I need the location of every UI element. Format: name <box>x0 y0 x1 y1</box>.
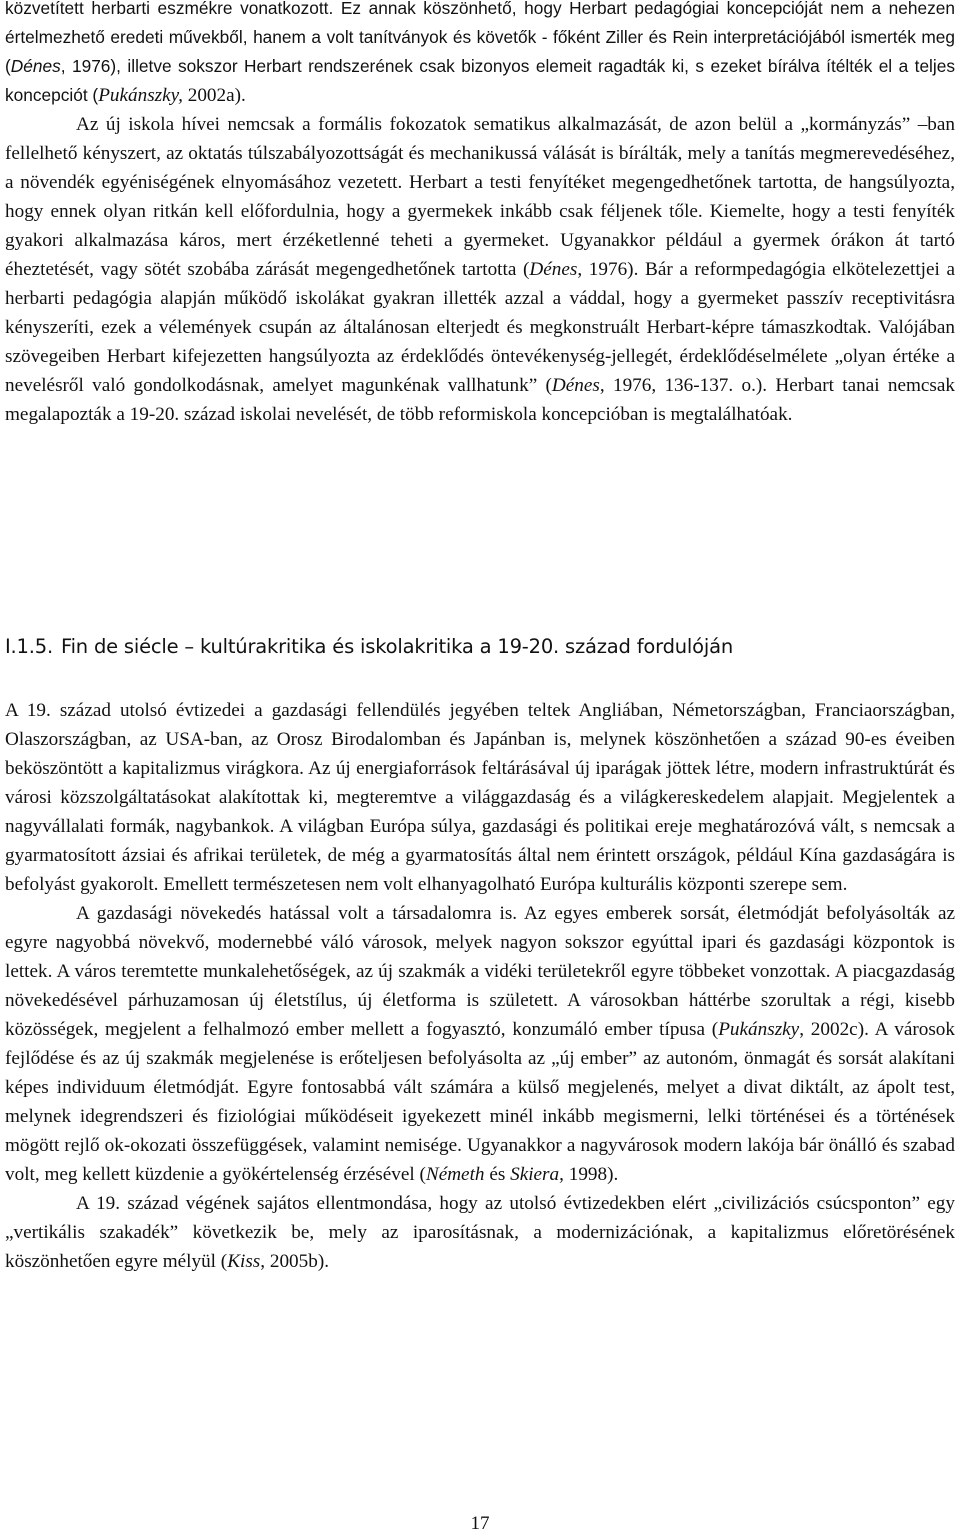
citation-author: Németh <box>425 1164 485 1185</box>
citation-author: Skiera <box>510 1164 560 1185</box>
text-run: , 1976), illetve sokszor Herbart rendszerének csak bizonyos elemeit ragadták ki, s ezeket bírálva ítélték el a teljes koncepciót ( <box>5 56 955 105</box>
citation-author: Dénes <box>10 56 61 76</box>
text-run: , 1998). <box>559 1164 619 1185</box>
paragraph-economic-boom <box>5 696 955 899</box>
paragraph-contradiction <box>5 1189 955 1276</box>
paragraph-herbart-reception <box>5 0 955 110</box>
text-run: 2002a). <box>182 85 246 106</box>
section-herbart <box>5 0 955 429</box>
section-number: I.1.5. <box>5 635 53 658</box>
citation-author: Kiss <box>227 1251 261 1272</box>
text-run: , 2005b). <box>260 1251 330 1272</box>
text-run: közvetített herbarti eszmékre vonatkozott. Ez annak köszönhető, hogy Herbart pedagógiai koncepcióját nem a nehezen értelmezhető eredeti művekből, hanem a volt tanítványok és követők - főként Ziller és Rein interpretációjából ismerték meg ( <box>5 0 955 76</box>
citation-author: Dénes <box>529 259 578 280</box>
page-number: 17 <box>470 1513 490 1534</box>
text-run: A 19. század utolsó évtizedei a gazdasági fellendülés jegyében teltek Angliában, Németországban, Franciaországban, Olaszországban, az USA-ban, az Orosz Birodalomban és Japánban is, melynek köszönhetően a század 90-es éveiben beköszöntött a kapitalizmus virágkora. Az új energiaforrások feltárásával új iparágak jöttek létre, modern infrastruktúrát és városi közszolgáltatásokat alakítottak ki, megteremtve a világgazdaság és a világkereskedelem alapjait. Megjelentek a nagyvállalati formák, nagybankok. A világban Európa súlya, gazdasági és politikai ereje meghatározóvá vált, s nemcsak a gyarmatosított ázsiai és afrikai területek, de még a gyarmatosítás által nem érintett országok, például Kína gazdaságára is befolyást gyakorolt. Emellett természetesen nem volt elhanyagolható Európa kulturális központi szerepe sem. <box>5 700 955 895</box>
section-title: Fin de siécle – kultúrakritika és iskolakritika a 19-20. század fordulóján <box>60 635 734 658</box>
citation-author: Pukánszky, <box>98 85 183 106</box>
paragraph-society-change <box>5 899 955 1189</box>
text-run: , 2002c). A városok fejlődése és az új szakmák megjelenése is erőteljesen befolyásolta az „új ember” az autonóm, önmagát és sorsát alakítani képes individuum életmódját. Egyre fontosabbá vált számára a külső megjelenés, melyet a divat diktált, az ápolt test, melynek idegrendszeri és fiziológiai működéseit igyekezett minél inkább megismerni, lelki történései és a történések mögött rejlő ok-okozati összefüggések, valamint nemisége. Ugyanakkor a nagyvárosok modern lakója bár önálló és szabad volt, meg kellett küzdenie a gyökértelenség érzésével ( <box>5 1019 955 1185</box>
text-run: , 1976). Bár a reformpedagógia elkötelezettjei a herbarti pedagógia alapján működő iskolákat gyakran illették azzal a váddal, hogy a gyermeket passzív receptivitásra kényszeríti, ezek a vélemények csupán az általánosan elterjedt és megkonstruált Herbart-képre támaszkodtak. Valójában szövegeiben Herbart kifejezetten hangsúlyozta az érdeklődés öntevékenység-jellegét, érdeklődéselmélete „olyan értéke a nevelésről való gondolkodásnak, amelyet magunkénak vallhatunk” ( <box>5 259 956 396</box>
citation-author: Pukánszky <box>718 1019 800 1040</box>
section-fin-de-siecle <box>5 696 955 1276</box>
text-run: A 19. század végének sajátos ellentmondása, hogy az utolsó évtizedekben elért „civilizációs csúcsponton” egy „vertikális szakadék” következik be, mely az iparosításnak, a modernizációnak, a kapitalizmus előretörésének köszönhetően egyre mélyül ( <box>5 1193 955 1272</box>
text-run: és <box>484 1164 511 1185</box>
text-run: Az új iskola hívei nemcsak a formális fokozatok sematikus alkalmazását, de azon belül a „kormányzás” –ban fellelhető kényszert, az oktatás túlszabályozottságát és mechanikussá válását is bírálták, mely a tanítás megmerevedéséhez, a növendék egyéniségének elnyomásához vezetett. Herbart a testi fenyítéket megengedhetőnek tartotta, de hangsúlyozta, hogy ennek olyan ritkán kell előfordulnia, hogy a gyermekek inkább csak féljenek tőle. Kiemelte, hogy a testi fenyíték gyakori alkalmazása káros, mert érzéketlenné teheti a gyermeket. Ugyanakkor például a gyermek órákon át tartó éheztetését, vagy sötét szobába zárását megengedhetőnek tartotta ( <box>5 114 955 280</box>
text-run: , 1976, 136-137. o.). Herbart tanai nemcsak megalapozták a 19-20. század iskolai nevelését, de több reformiskola koncepcióban is megtalálhatóak. <box>5 375 955 425</box>
paragraph-new-school-critique <box>5 110 955 429</box>
citation-author: Dénes <box>551 375 600 396</box>
section-heading <box>5 632 733 662</box>
text-run: A gazdasági növekedés hatással volt a társadalomra is. Az egyes emberek sorsát, életmódját befolyásolták az egyre nagyobbá növekvő, modernebbé váló városok, melyek nagyon sokszor egyúttal ipari és gazdasági központok is lettek. A város teremtette munkalehetőségek, az új szakmák a vidéki területekről egyre többeket vonzottak. A piacgazdaság növekedésével párhuzamosan új életstílus, új életforma is született. A városokban háttérbe szorultak a régi, kisebb közösségek, megjelent a felhalmozó ember mellett a fogyasztó, konzumáló ember típusa ( <box>5 903 955 1040</box>
